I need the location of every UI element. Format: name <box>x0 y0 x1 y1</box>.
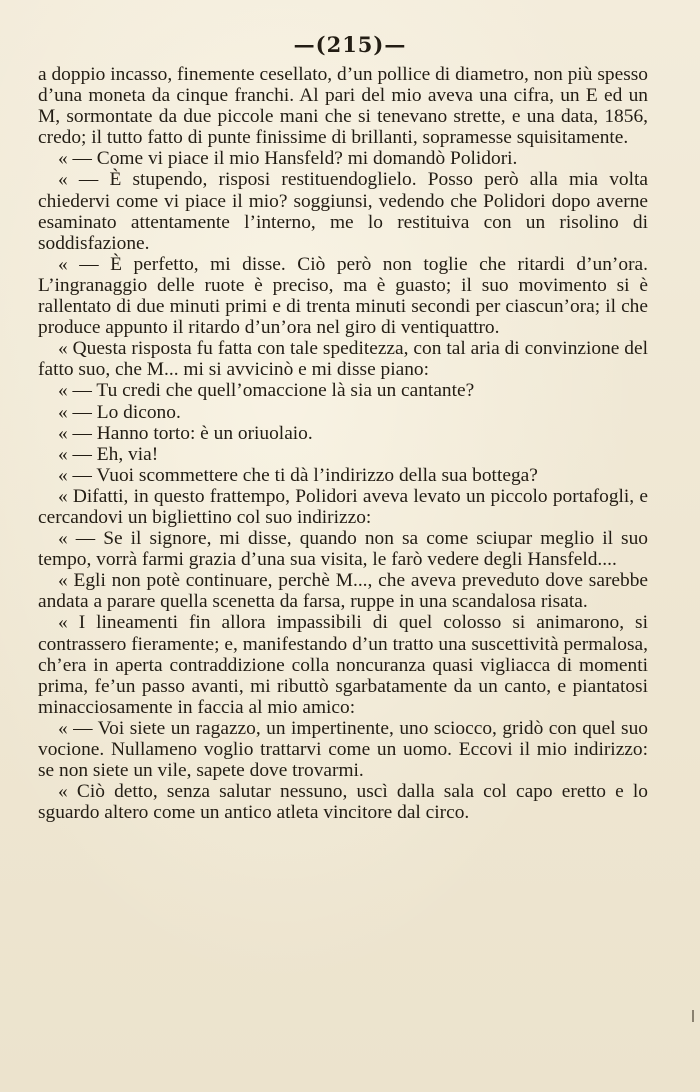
paragraph-15: « — Voi siete un ragazzo, un impertinente, uno sciocco, gridò con quel suo vocione. Nullameno voglio trattarvi come un uomo. Eccovi il mio indirizzo: se non siete un vile, sapete dove trovarmi. <box>38 717 648 782</box>
page-text-body <box>38 64 648 823</box>
paragraph-12: « — Se il signore, mi disse, quando non sa come sciupar meglio il suo tempo, vorrà farmi grazia d’una sua visita, le farò vedere degli Hansfeld.... <box>38 528 648 571</box>
paragraph-9: « — Eh, via! <box>58 443 159 465</box>
paragraph-5: « Questa risposta fu fatta con tale speditezza, con tal aria di convinzione del fatto suo, che M... mi si avvicinò e mi disse piano: <box>38 338 648 381</box>
paragraph-13: « Egli non potè continuare, perchè M..., che aveva preveduto dove sarebbe andata a parare quella scenetta da farsa, ruppe in una scandalosa risata. <box>38 570 648 613</box>
page-number: —(215)— <box>293 32 407 57</box>
paragraph-14: « I lineamenti fin allora impassibili di quel colosso si animarono, si contrassero fieramente; e, manifestando d’un tratto una suscettività permalosa, ch’era in aperta contraddizione colla noncuranza quasi vigliacca di momenti prima, fe’un passo avanti, mi ributtò sgarbatamente da un canto, e piantatosi minacciosamente in faccia al mio amico: <box>38 612 648 718</box>
paragraph-8: « — Hanno torto: è un oriuolaio. <box>58 422 313 444</box>
paragraph-2: « — Come vi piace il mio Hansfeld? mi domandò Polidori. <box>58 148 518 170</box>
paragraph-4: « — È perfetto, mi disse. Ciò però non toglie che ritardi d’un’ora. L’ingranaggio delle ruote è preciso, ma è guasto; il suo movimento si è rallentato di due minuti primi e di trenta minuti secondi per ciascun’ora; il che produce appunto il ritardo d’un’ora nel giro di ventiquattro. <box>38 253 648 339</box>
paragraph-11: « Difatti, in questo frattempo, Polidori aveva levato un piccolo portafogli, e cercandovi un bigliettino col suo indirizzo: <box>38 485 648 528</box>
paragraph-7: « — Lo dicono. <box>58 401 181 423</box>
paragraph-6: « — Tu credi che quell’omaccione là sia un cantante? <box>58 380 475 402</box>
paragraph-1: a doppio incasso, finemente cesellato, d’un pollice di diametro, non più spesso d’una moneta da cinque franchi. Al pari del mio aveva una cifra, un E ed un M, sormontate da due piccole mani che si tenevano strette, e una data, 1856, credo; il tutto fatto di punte finissime di brillanti, sopramesse squisitamente. <box>38 64 648 149</box>
page-edge-mark <box>692 1010 694 1022</box>
paragraph-3: « — È stupendo, risposi restituendoglielo. Posso però alla mia volta chiedervi come vi piace il mio? soggiunsi, vedendo che Polidori dopo averne esaminato attentamente l’interno, me lo restituiva con un risolino di soddisfazione. <box>38 169 648 254</box>
paragraph-10: « — Vuoi scommettere che ti dà l’indirizzo della sua bottega? <box>58 464 538 486</box>
paragraph-16: « Ciò detto, senza salutar nessuno, uscì dalla sala col capo eretto e lo sguardo altero come un antico atleta vincitore dal circo. <box>38 781 648 824</box>
